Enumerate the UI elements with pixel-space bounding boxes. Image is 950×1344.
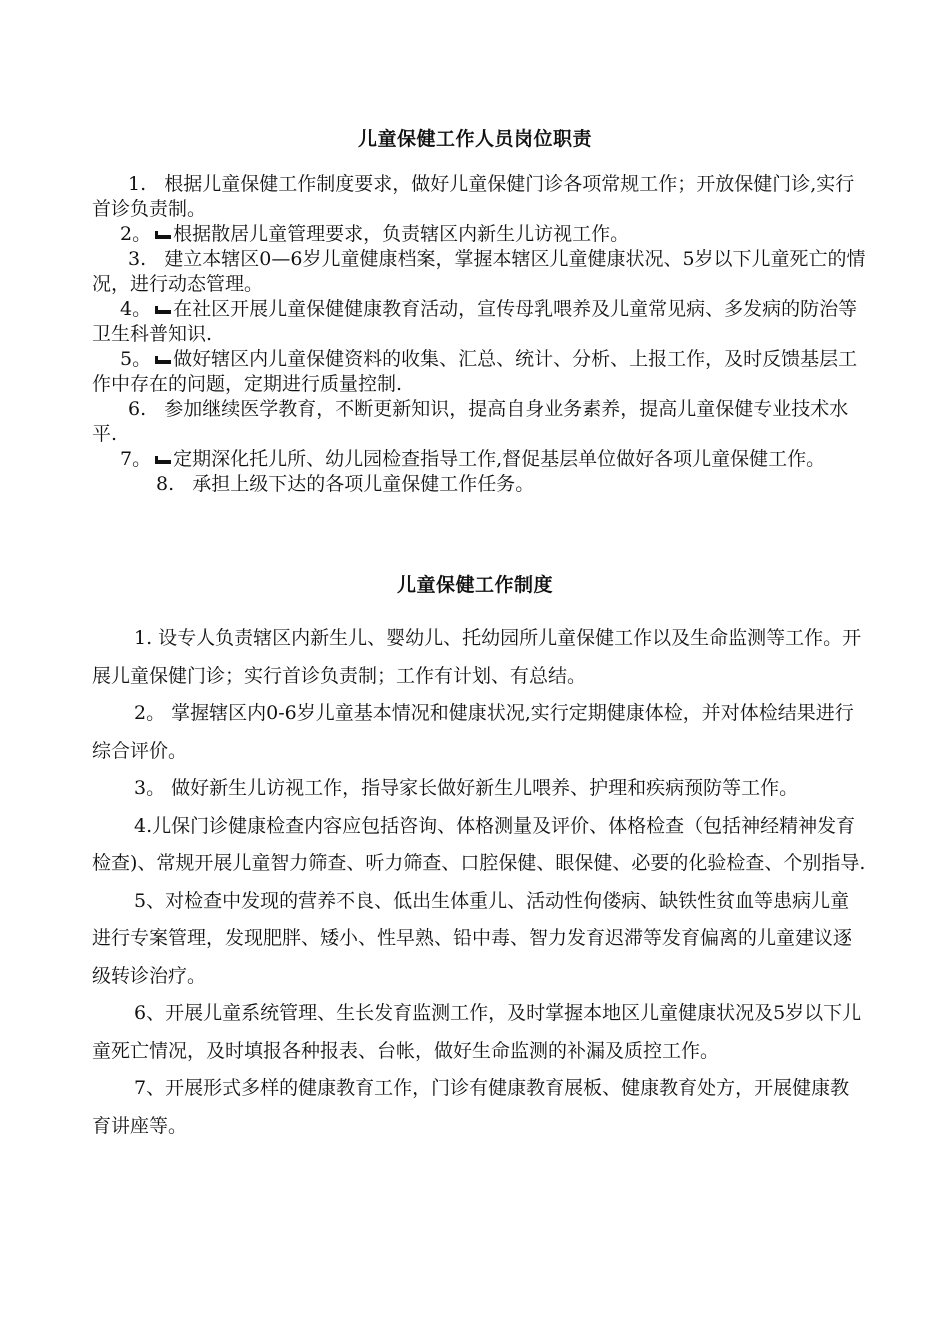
duties-list (92, 172, 867, 497)
duty-item: 7。 定期深化托儿所、幼儿园检查指导工作,督促基层单位做好各项儿童保健工作。 (120, 448, 826, 470)
rule-item: 2。 掌握辖区内0-6岁儿童基本情况和健康状况,实行定期健康体检，并对体检结果进行综合评价。 (92, 702, 854, 762)
rules-title: 儿童保健工作制度 (396, 574, 553, 596)
duties-title: 儿童保健工作人员岗位职责 (357, 128, 592, 150)
rule-item: 6、开展儿童系统管理、生长发育监测工作，及时掌握本地区儿童健康状况及5岁以下儿童死亡情况，及时填报各种报表、台帐，做好生命监测的补漏及质控工作。 (92, 1002, 862, 1062)
rule-item: 7、开展形式多样的健康教育工作，门诊有健康教育展板、健康教育处方，开展健康教育讲座等。 (92, 1077, 850, 1137)
rule-item: 4.儿保门诊健康检查内容应包括咨询、体格测量及评价、体格检查（包括神经精神发育检查)、常规开展儿童智力筛查、听力筛查、口腔保健、眼保健、必要的化验检查、个别指导. (92, 814, 866, 874)
duty-item: 4。 在社区开展儿童保健健康教育活动，宣传母乳喂养及儿童常见病、多发病的防治等卫生科普知识. (92, 298, 858, 345)
placeholder-mark-icon (155, 306, 171, 314)
duty-item: 8. 承担上级下达的各项儿童保健工作任务。 (156, 473, 535, 495)
placeholder-mark-icon (155, 356, 171, 364)
duty-item: 2。 根据散居儿童管理要求，负责辖区内新生儿访视工作。 (120, 223, 630, 245)
rules-list (92, 620, 867, 1145)
placeholder-mark-icon (155, 456, 171, 464)
rule-item: 5、对检查中发现的营养不良、低出生体重儿、活动性佝偻病、缺铁性贫血等患病儿童进行专案管理，发现肥胖、矮小、性早熟、铅中毒、智力发育迟滞等发育偏离的儿童建议逐级转诊治疗。 (92, 889, 853, 987)
duty-item: 3. 建立本辖区0—6岁儿童健康档案，掌握本辖区儿童健康状况、5岁以下儿童死亡的情况，进行动态管理。 (92, 248, 866, 295)
placeholder-mark-icon (155, 231, 171, 239)
duty-item: 1. 根据儿童保健工作制度要求，做好儿童保健门诊各项常规工作；开放保健门诊,实行首诊负责制。 (92, 173, 855, 220)
duty-item: 6. 参加继续医学教育，不断更新知识，提高自身业务素养，提高儿童保健专业技术水平. (92, 398, 849, 445)
duty-item: 5。 做好辖区内儿童保健资料的收集、汇总、统计、分析、上报工作，及时反馈基层工作中存在的问题，定期进行质量控制. (92, 348, 858, 395)
rule-item: 3。 做好新生儿访视工作，指导家长做好新生儿喂养、护理和疾病预防等工作。 (134, 777, 799, 799)
rule-item: 1. 设专人负责辖区内新生儿、婴幼儿、托幼园所儿童保健工作以及生命监测等工作。开展儿童保健门诊；实行首诊负责制；工作有计划、有总结。 (92, 627, 862, 687)
